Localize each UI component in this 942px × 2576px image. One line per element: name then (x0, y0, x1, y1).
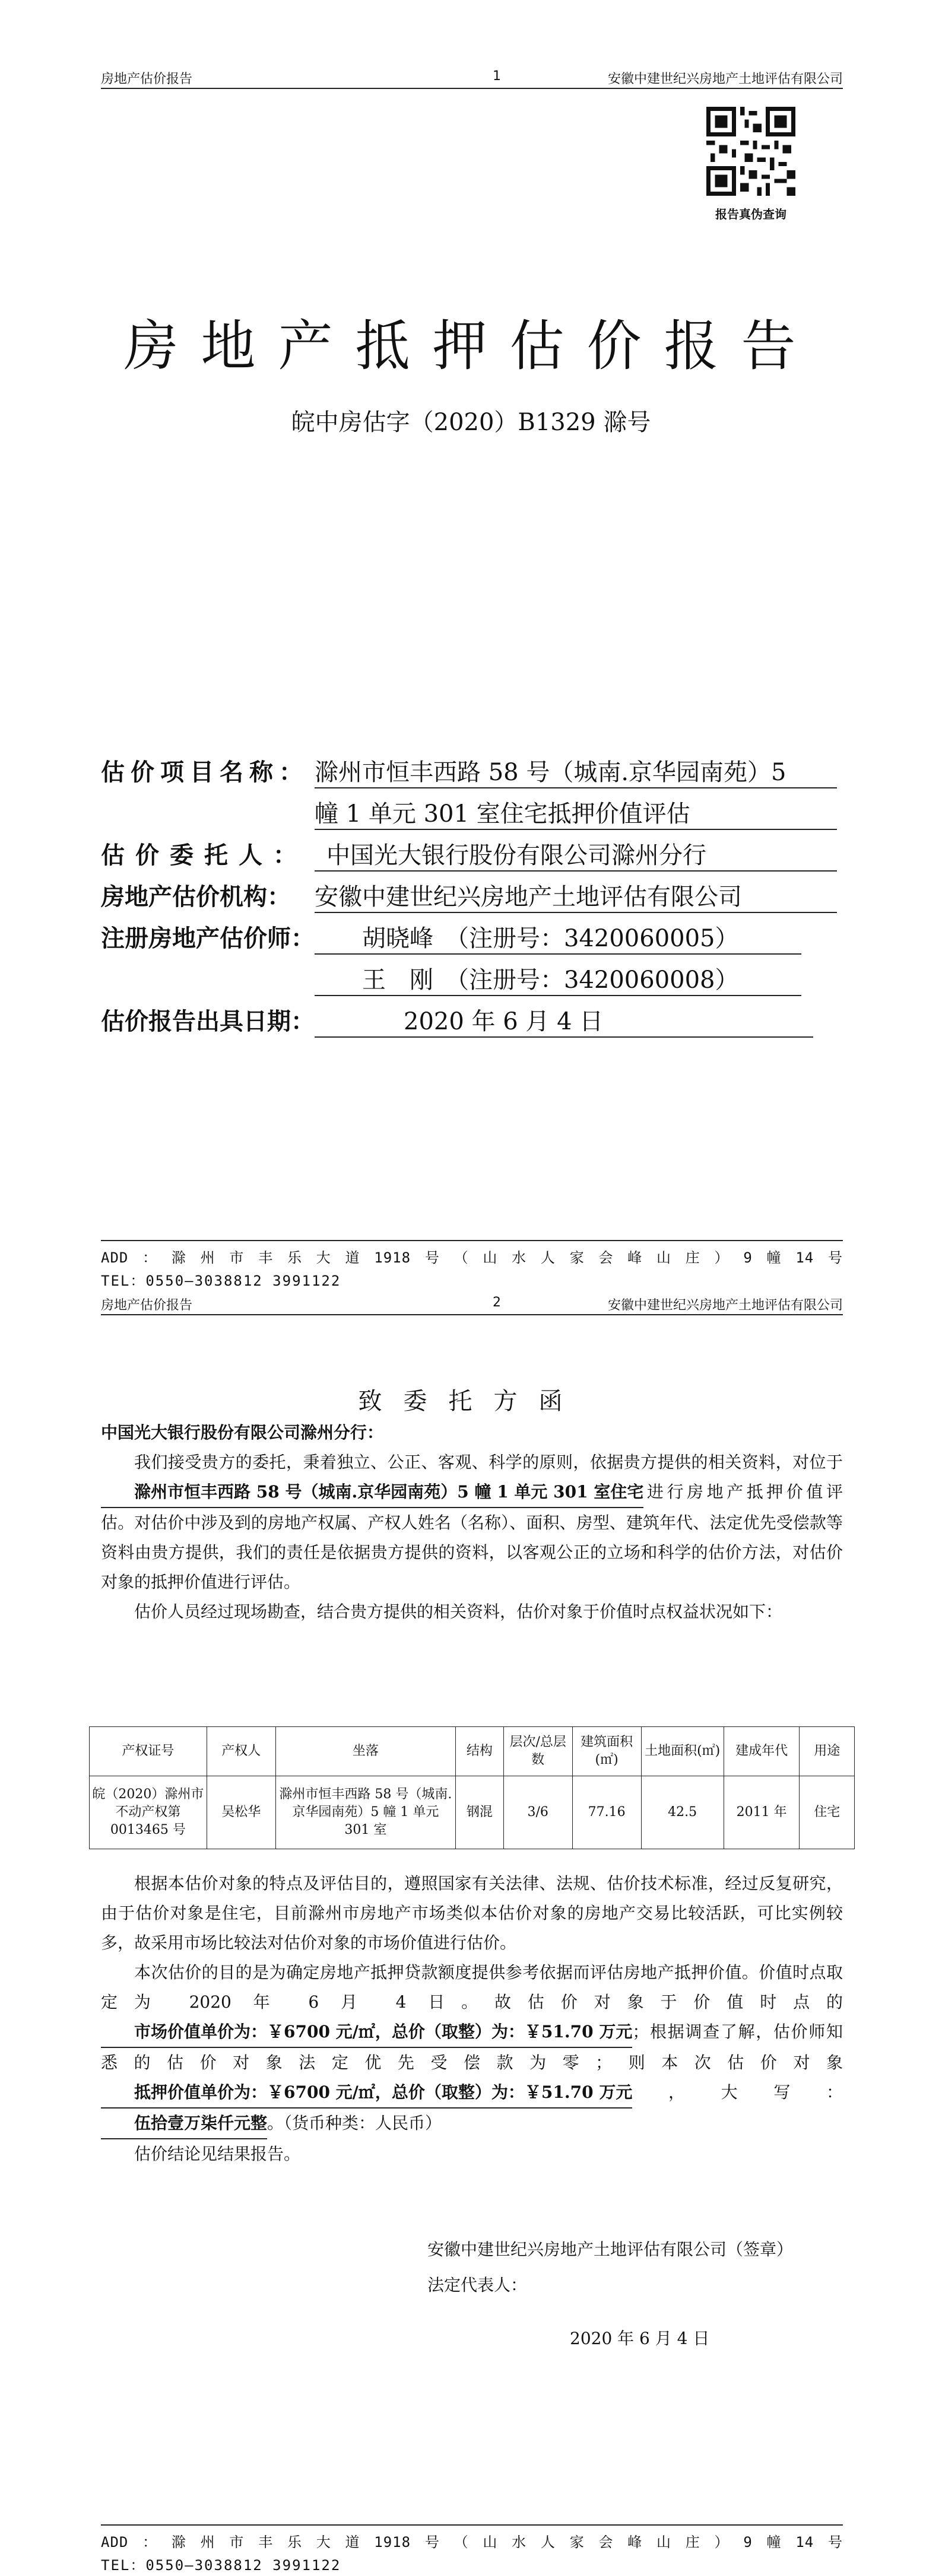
header-company: 安徽中建世纪兴房地产土地评估有限公司 (607, 1298, 843, 1313)
cell-use: 住宅 (800, 1776, 855, 1849)
project-value-line1: 滁州市恒丰西路 58 号（城南.京华园南苑）5 (315, 753, 837, 788)
appraiser-1: 胡晓峰 （注册号：3420060005） (315, 920, 801, 955)
footer-divider (101, 1240, 843, 1241)
sign-company: 安徽中建世纪兴房地产土地评估有限公司（签章） (427, 2240, 794, 2259)
footer-address: ADD：滁州市丰乐大道1918号（山水人家会峰山庄）9幢14号 (101, 2534, 843, 2550)
appraiser-2: 王 刚 （注册号：3420060008） (315, 961, 801, 996)
qr-code-icon[interactable] (706, 107, 795, 196)
client-value: 中国光大银行股份有限公司滁州分行 (315, 837, 837, 872)
th-year: 建成年代 (724, 1727, 800, 1776)
th-building-area: 建筑面积(㎡) (572, 1727, 641, 1776)
letter-para-1 (101, 1448, 843, 1597)
p4-amount-words: 伍拾壹万柒仟元整 (101, 2108, 267, 2139)
table-header-row (90, 1727, 855, 1776)
p1-property-address: 滁州市恒丰西路 58 号（城南.京华园南苑）5 幢 1 单元 301 室住宅 (101, 1477, 643, 1508)
project-label: 估价项目名称： (101, 758, 309, 786)
cell-floor: 3/6 (503, 1776, 572, 1849)
footer-address: ADD：滁州市丰乐大道1918号（山水人家会峰山庄）9幢14号 (101, 1249, 843, 1266)
date-value: 2020 年 6 月 4 日 (315, 1003, 813, 1038)
p4-market-value: 市场价值单价为：￥6700 元/㎡，总价（取整）为：￥51.70 万元 (101, 2017, 632, 2048)
letter-body (101, 1869, 843, 2169)
th-owner: 产权人 (207, 1727, 275, 1776)
project-value-line2: 幢 1 单元 301 室住宅抵押价值评估 (315, 795, 837, 830)
footer-divider (101, 2524, 843, 2526)
letter-para-3: 根据本估价对象的特点及评估目的，遵照国家有关法律、法规、估价技术标准，经过反复研究，由于估价对象是住宅，目前滁州市房地产市场类似本估价对象的房地产交易比较活跃，可比实例较多，故采用市场比较法对估价对象的市场价值进行估价。 (101, 1874, 843, 1952)
cell-cert: 皖（2020）滁州市不动产权第 0013465 号 (90, 1776, 207, 1849)
p1-text-c: 进行房地产抵押价值评估。对估价中涉及到的房地产权属、产权人姓名（名称）、面积、房型、建筑年代、法定优先受偿款等资料由贵方提供，我们的责任是依据贵方提供的资料，以客观公正的立场和科学的估价方法，对估价对象的抵押价值进行评估。 (101, 1482, 843, 1592)
letter-para-5: 估价结论见结果报告。 (134, 2144, 301, 2164)
p4-text-a: 本次估价的目的是为确定房地产抵押贷款额度提供参考依据而评估房地产抵押价值。价值时点取定为 2020 年 6 月 4 日。故估价对象于价值时点的 (101, 1963, 843, 2012)
page-number: 1 (493, 69, 501, 84)
letter-salutation: 中国光大银行股份有限公司滁州分行： (101, 1423, 384, 1442)
info-row-appraiser (101, 920, 843, 961)
agency-value: 安徽中建世纪兴房地产土地评估有限公司 (315, 878, 837, 913)
th-use: 用途 (800, 1727, 855, 1776)
letter-para-2: 估价人员经过现场勘查，结合贵方提供的相关资料，估价对象于价值时点权益状况如下： (134, 1602, 783, 1621)
page-footer (101, 1240, 843, 1290)
header-title: 房地产估价报告 (101, 1298, 193, 1313)
cell-owner: 吴松华 (207, 1776, 275, 1849)
cell-location: 滁州市恒丰西路 58 号（城南.京华园南苑）5 幢 1 单元 301 室 (275, 1776, 455, 1849)
cell-year: 2011 年 (724, 1776, 800, 1849)
info-row-client (101, 837, 843, 878)
cell-structure: 钢混 (455, 1776, 503, 1849)
header-company: 安徽中建世纪兴房地产土地评估有限公司 (607, 72, 843, 87)
report-info (101, 753, 843, 1044)
th-cert: 产权证号 (90, 1727, 207, 1776)
agency-label: 房地产估价机构： (101, 883, 291, 911)
appraiser-label: 注册房地产估价师： (101, 924, 315, 952)
p4-mortgage-value: 抵押价值单价为：￥6700 元/㎡，总价（取整）为：￥51.70 万元 (101, 2078, 632, 2108)
date-label: 估价报告出具日期： (101, 1007, 315, 1035)
p1-text-a: 我们接受贵方的委托，秉着独立、公正、客观、科学的原则，依据贵方提供的相关资料，对位于 (134, 1452, 843, 1472)
p4-text-e: ，大写： (632, 2082, 843, 2102)
info-row-agency (101, 878, 843, 920)
th-location: 坐落 (275, 1727, 455, 1776)
page-number: 2 (493, 1295, 501, 1310)
cell-land-area: 42.5 (641, 1776, 724, 1849)
letter-title: 致委托方函 (358, 1388, 584, 1415)
report-title: 房地产抵押估价报告 (123, 314, 819, 378)
qr-caption: 报告真伪查询 (715, 207, 786, 221)
client-label: 估价委托人： (101, 841, 307, 869)
info-row-project (101, 753, 843, 795)
th-land-area: 土地面积(㎡) (641, 1727, 724, 1776)
info-row-project-cont (101, 795, 843, 837)
header-title: 房地产估价报告 (101, 72, 193, 87)
info-row-appraiser-2 (101, 961, 843, 1003)
th-structure: 结构 (455, 1727, 503, 1776)
info-row-date (101, 1003, 843, 1044)
sign-date: 2020 年 6 月 4 日 (570, 2329, 710, 2348)
cell-building-area: 77.16 (572, 1776, 641, 1849)
report-number: 皖中房估字（2020）B1329 滁号 (291, 409, 651, 436)
footer-tel: TEL：0550—3038812 3991122 (101, 2557, 341, 2574)
sign-representative: 法定代表人： (427, 2275, 528, 2295)
page-header (101, 64, 843, 89)
p4-text-g: 。（货币种类：人民币） (267, 2113, 442, 2133)
th-floor: 层次/总层数 (503, 1727, 572, 1776)
letter-para-4 (101, 1958, 843, 2139)
letter-salutation-block (101, 1418, 843, 1627)
table-row (90, 1776, 855, 1849)
footer-tel: TEL：0550—3038812 3991122 (101, 1273, 341, 1289)
property-table (89, 1726, 855, 1849)
page-header (101, 1290, 843, 1315)
page-footer-2 (101, 2524, 843, 2574)
p4-text-c: ；根据调查了解，估价师知悉的估价对象法定优先受偿款为零；则本次估价对象 (101, 2022, 843, 2072)
